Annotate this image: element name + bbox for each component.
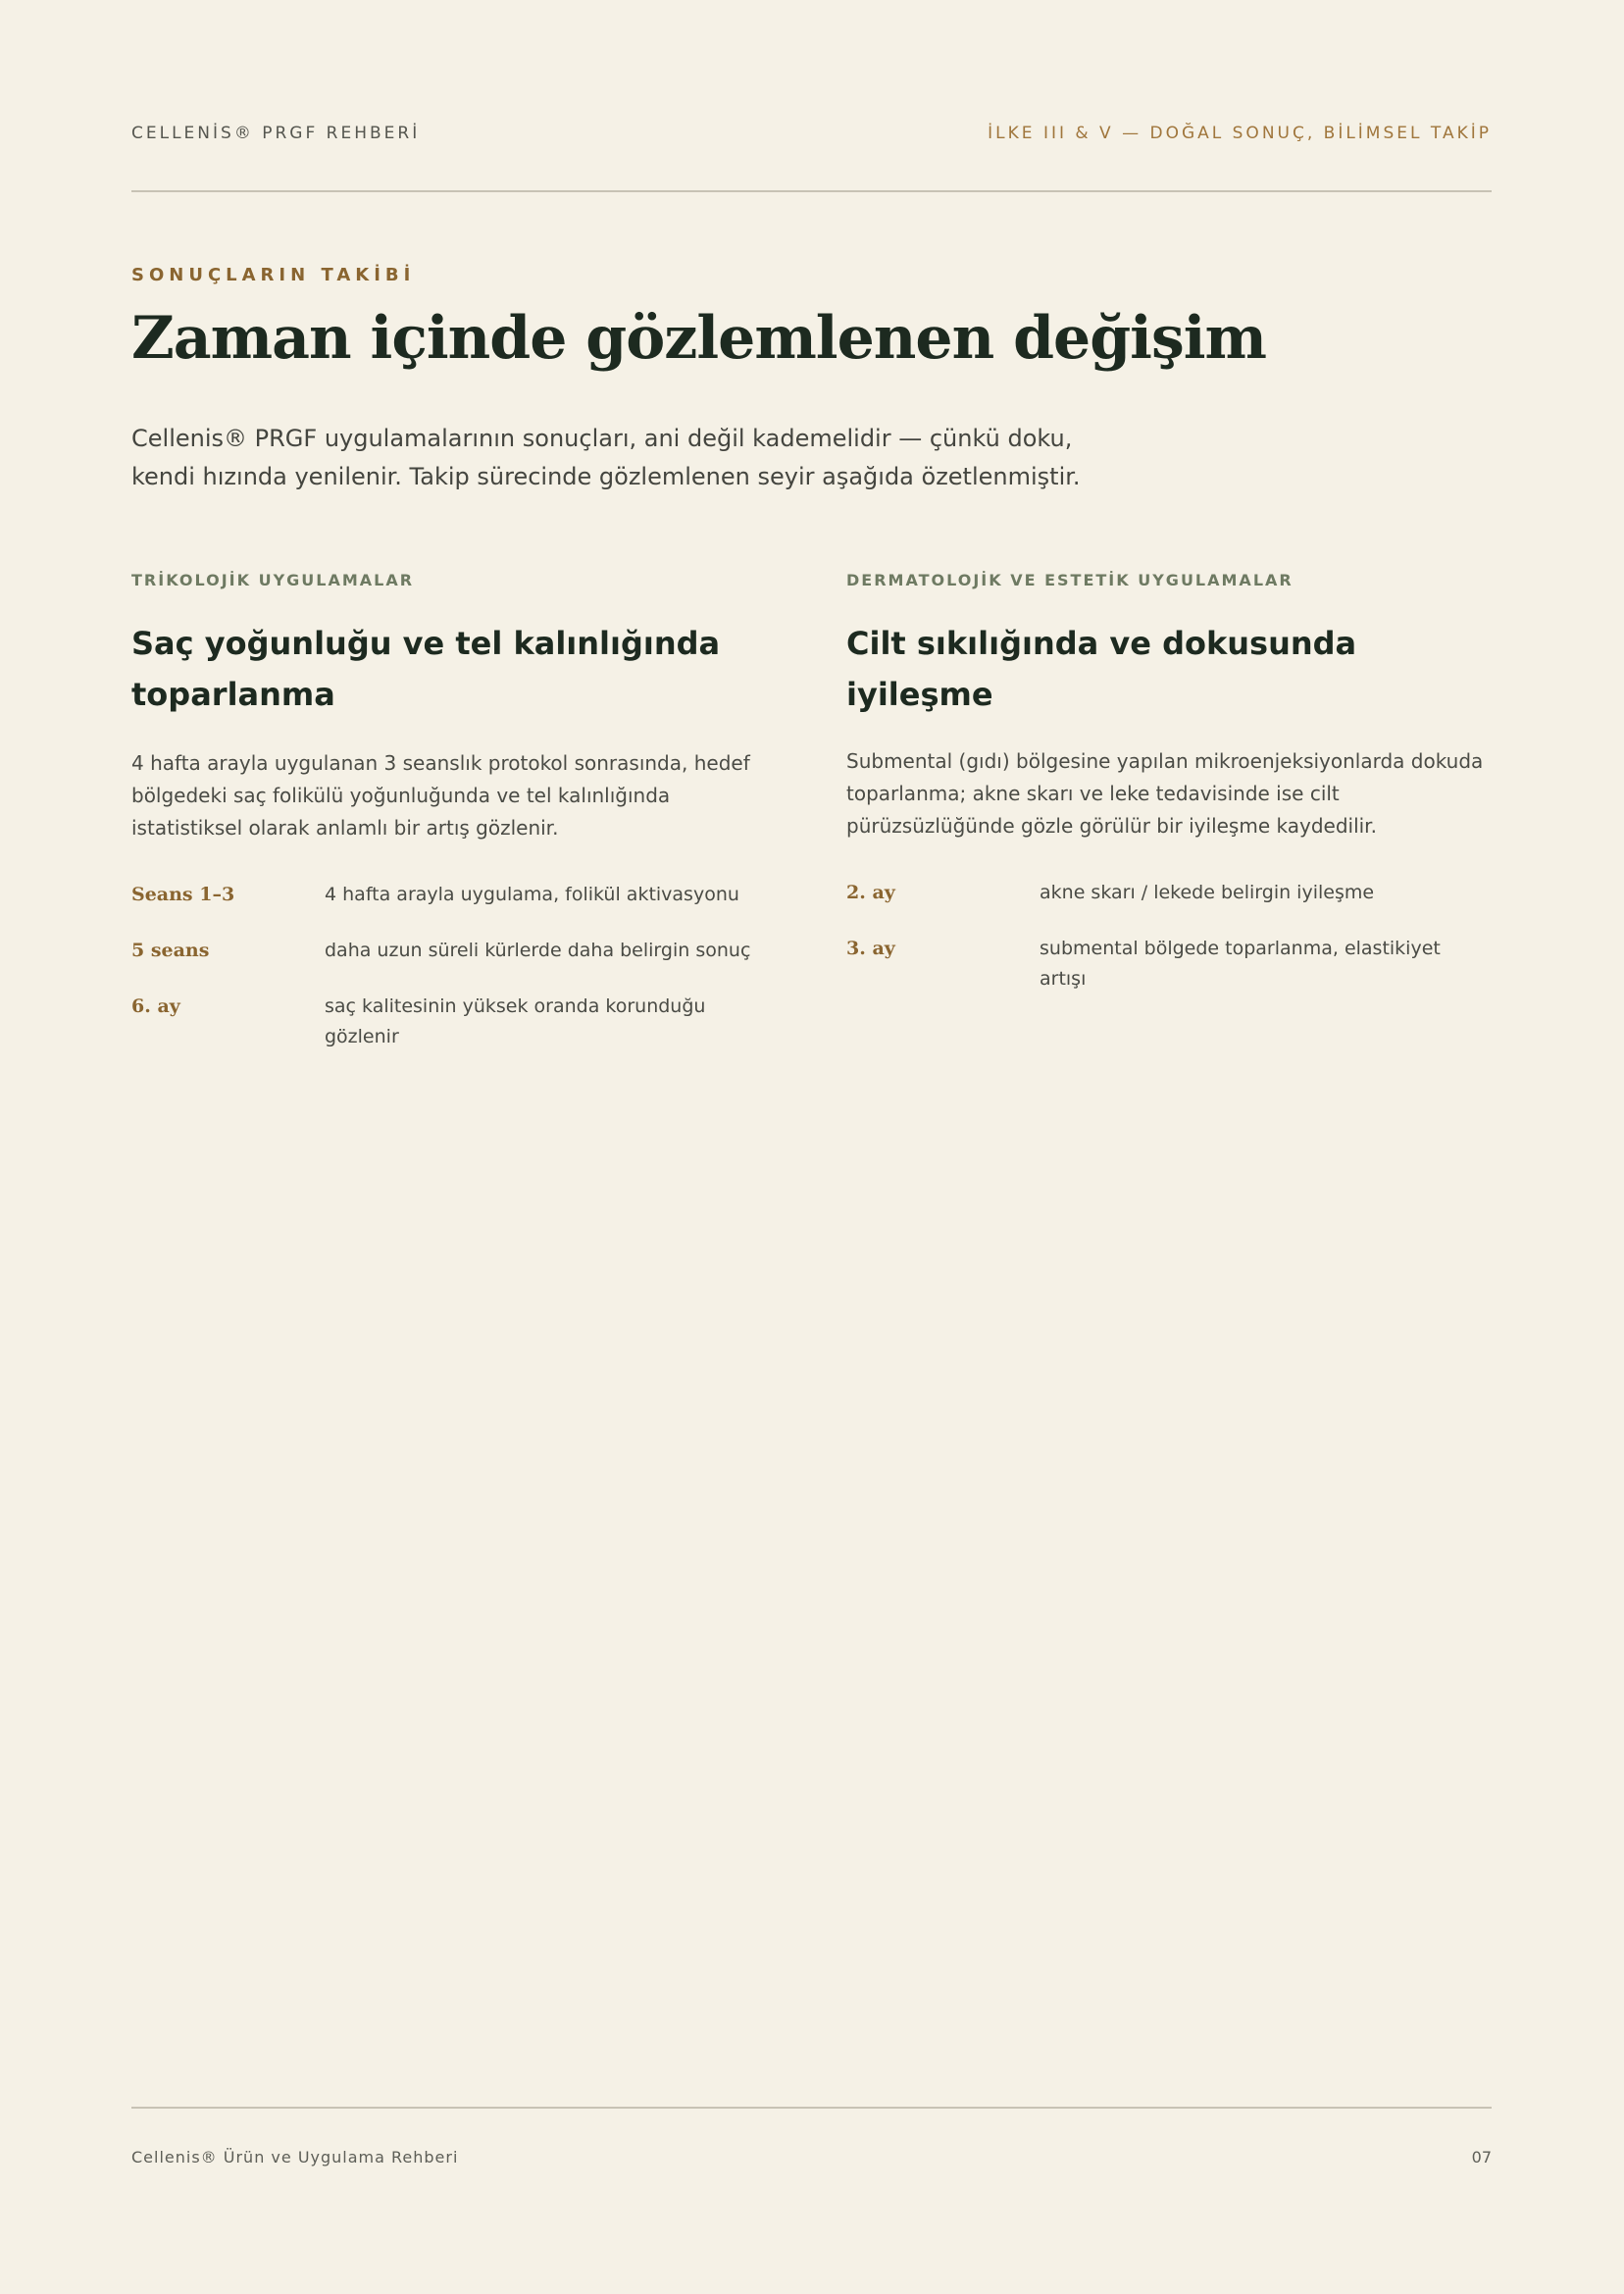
header-section-name: İLKE III & V — DOĞAL SONUÇ, BİLİMSEL TAKİP [988,124,1492,143]
column-label: DERMATOLOJİK VE ESTETİK UYGULAMALAR [846,571,1294,589]
page-title: Zaman içinde gözlemlenen değişim [131,304,1267,373]
timeline-value: 4 hafta arayla uygulama, folikül aktivasyonu [325,884,739,905]
column-body: Submental (gıdı) bölgesine yapılan mikroenjeksiyonlarda dokuda toparlanma; akne skarı ve leke tedavisinde ise cilt pürüzsüzlüğünde gözle görülür bir iyileşme kaydedilir. [846,749,1484,838]
footer-divider [131,2107,1492,2109]
page-footer [131,2148,1492,2167]
running-header [131,124,1492,143]
header-guide-name: CELLENİS® PRGF REHBERİ [131,124,421,143]
timeline-key: 3. ay [846,938,895,959]
footer-guide-title: Cellenis® Ürün ve Uygulama Rehberi [131,2148,459,2167]
timeline-item [846,934,1492,994]
intro-paragraph: Cellenis® PRGF uygulamalarının sonuçları, ani değil kademelidir — çünkü doku, kendi hızında yenilenir. Takip sürecinde gözlemlenen seyir aşağıda özetlenmiştir. [131,425,1081,490]
timeline-list [131,880,779,1052]
dermatology-column [846,571,1492,1020]
timeline-key: 2. ay [846,882,895,903]
timeline-key: 5 seans [131,940,210,961]
column-body: 4 hafta arayla uygulanan 3 seanslık protokol sonrasında, hedef bölgedeki saç folikülü yoğunluğunda ve tel kalınlığında istatistiksel olarak anlamlı bir artış gözlenir. [131,751,750,840]
timeline-item [131,992,779,1052]
column-title: Saç yoğunluğu ve tel kalınlığında toparlanma [131,625,721,713]
timeline-item [846,878,1492,908]
timeline-key: Seans 1–3 [131,884,235,905]
page-number: 07 [1471,2148,1492,2167]
timeline-value: submental bölgede toparlanma, elastikiyet artışı [1040,938,1441,990]
timeline-value: akne skarı / lekede belirgin iyileşme [1040,882,1375,903]
timeline-value: saç kalitesinin yüksek oranda korunduğu gözlenir [325,995,706,1047]
timeline-item [131,880,779,910]
timeline-key: 6. ay [131,995,180,1017]
column-label: TRİKOLOJİK UYGULAMALAR [131,571,415,589]
timeline-item [131,936,779,966]
trichology-column [131,571,779,1078]
column-title: Cilt sıkılığında ve dokusunda iyileşme [846,625,1357,713]
section-eyebrow: SONUÇLARIN TAKİBİ [131,265,416,285]
timeline-value: daha uzun süreli kürlerde daha belirgin sonuç [325,940,751,961]
timeline-list [846,878,1492,994]
header-divider [131,190,1492,192]
document-page [131,0,1492,2294]
